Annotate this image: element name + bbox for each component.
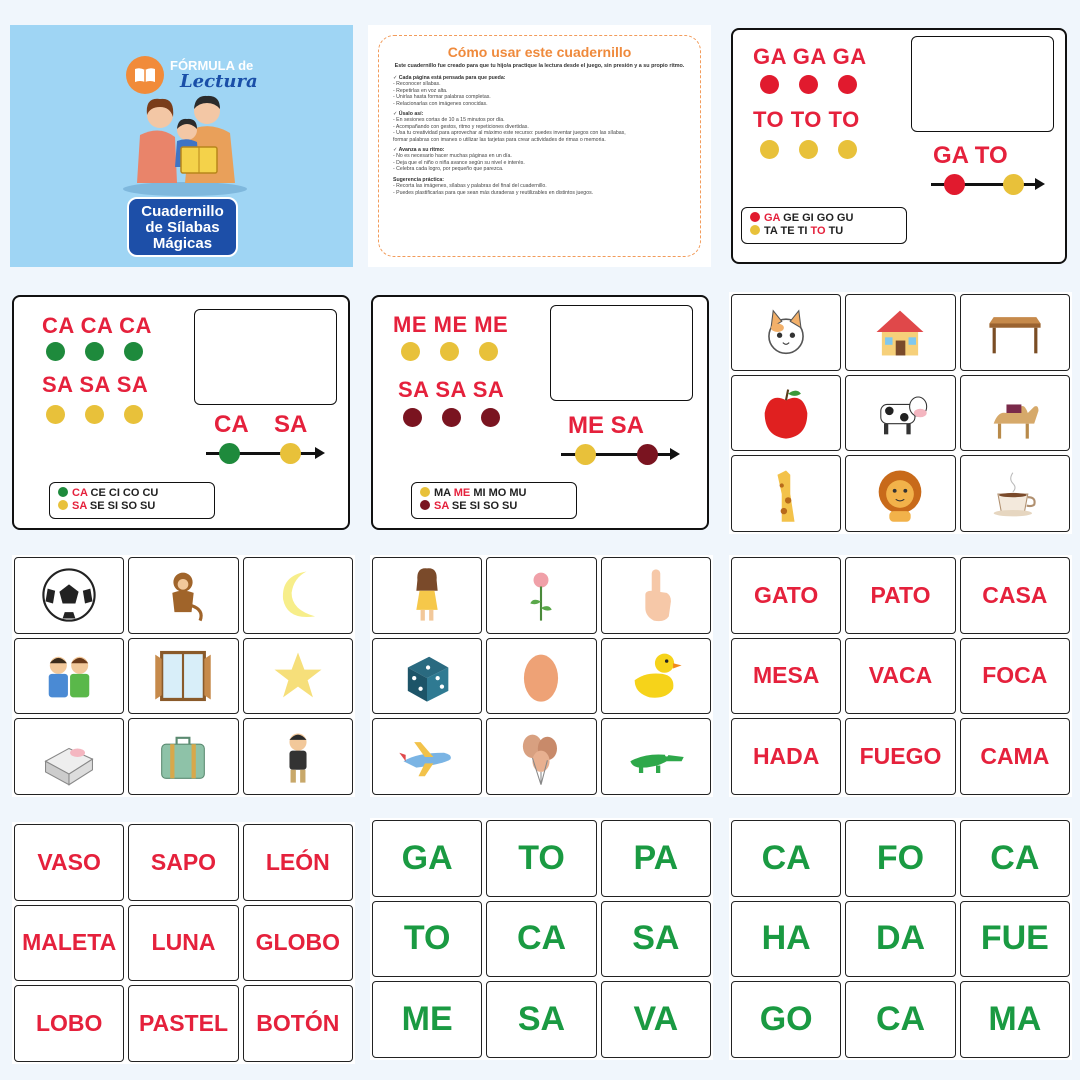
drawing-box[interactable] bbox=[194, 309, 337, 405]
syllable-row-1: GA GA GA bbox=[753, 44, 867, 69]
syllable-legend: MA ME MI MO MU SA SE SI SO SU bbox=[411, 482, 577, 519]
badge-line1: Cuadernillo bbox=[141, 203, 224, 220]
picture-card[interactable] bbox=[845, 294, 955, 371]
dots-row-1 bbox=[760, 75, 857, 94]
crocodile-icon bbox=[624, 725, 688, 789]
word-card[interactable]: SAPO bbox=[128, 824, 238, 901]
instruction-line: - Celebra cada logro, por pequeño que parezca. bbox=[393, 166, 504, 173]
dot-yellow bbox=[1003, 174, 1024, 195]
syllable-card[interactable]: FO bbox=[845, 820, 955, 897]
lion-icon bbox=[868, 462, 932, 526]
picture-card[interactable] bbox=[601, 638, 711, 715]
syllable-card[interactable]: PA bbox=[601, 820, 711, 897]
picture-card[interactable] bbox=[128, 638, 238, 715]
picture-card[interactable] bbox=[960, 375, 1070, 452]
word-card[interactable]: LOBO bbox=[14, 985, 124, 1062]
window-icon bbox=[151, 644, 215, 708]
instruction-line: ✓ Úsalo así: bbox=[393, 111, 424, 118]
picture-card[interactable] bbox=[243, 718, 353, 795]
word-card[interactable]: LUNA bbox=[128, 905, 238, 982]
badge-line2: de Sílabas bbox=[145, 219, 220, 236]
syllable-legend: CA CE CI CO CU SA SE SI SO SU bbox=[49, 482, 215, 519]
cover-title-badge bbox=[127, 197, 238, 257]
dot-maroon bbox=[637, 444, 658, 465]
dot-yellow bbox=[280, 443, 301, 464]
instruction-line: - No es necesario hacer muchas páginas en un día. bbox=[393, 153, 512, 160]
syllable-row-2: SA SA SA bbox=[398, 377, 505, 402]
picture-card[interactable] bbox=[601, 557, 711, 634]
picture-card[interactable] bbox=[14, 638, 124, 715]
instruction-line: - En sesiones cortas de 10 a 15 minutos por día. bbox=[393, 117, 505, 124]
picture-card[interactable] bbox=[845, 375, 955, 452]
syllable-card[interactable]: FUE bbox=[960, 901, 1070, 978]
word-card[interactable]: CAMA bbox=[960, 718, 1070, 795]
monkey-icon bbox=[151, 563, 215, 627]
brand-line2: Lectura bbox=[180, 71, 258, 92]
instruction-line: - Deja que el niño o niña avance según su nivel e interés. bbox=[393, 159, 525, 166]
syllable-card[interactable]: GA bbox=[372, 820, 482, 897]
syllable-card[interactable]: VA bbox=[601, 981, 711, 1058]
word-card[interactable]: FUEGO bbox=[845, 718, 955, 795]
family-reading-icon bbox=[115, 85, 255, 197]
syllable-card[interactable]: CA bbox=[845, 981, 955, 1058]
picture-grid-3 bbox=[370, 555, 713, 797]
badge-line3: Mágicas bbox=[152, 235, 213, 252]
balloons-icon bbox=[509, 725, 573, 789]
instruction-line: Sugerencia práctica: bbox=[393, 176, 445, 183]
instruction-line: - Puedes plastificarlas para que sean más duraderas y reutilizables en distintos juegos. bbox=[393, 189, 594, 196]
syllable-card[interactable]: SA bbox=[486, 981, 596, 1058]
drawing-box[interactable] bbox=[550, 305, 693, 401]
picture-card[interactable] bbox=[601, 718, 711, 795]
syllable-card[interactable]: DA bbox=[845, 901, 955, 978]
instruction-line: - Recorta las imágenes, sílabas y palabras del final del cuadernillo. bbox=[393, 183, 547, 190]
word-card[interactable]: BOTÓN bbox=[243, 985, 353, 1062]
dot-yellow bbox=[575, 444, 596, 465]
moon-icon bbox=[266, 563, 330, 627]
instructions-list bbox=[393, 75, 686, 196]
arrow-right-icon bbox=[670, 448, 680, 460]
picture-card[interactable] bbox=[372, 718, 482, 795]
ball-icon bbox=[37, 563, 101, 627]
finger-icon bbox=[624, 563, 688, 627]
table-icon bbox=[983, 300, 1047, 364]
word-card[interactable]: MESA bbox=[731, 638, 841, 715]
word-card[interactable]: CASA bbox=[960, 557, 1070, 634]
syllable-grid-1 bbox=[370, 818, 713, 1060]
syllable-row-2: SA SA SA bbox=[42, 372, 149, 397]
picture-card[interactable] bbox=[14, 557, 124, 634]
rose-icon bbox=[509, 563, 573, 627]
instruction-line: - Usa tu creatividad para aprovechar al máximo este recurso: puedes inventar juegos con las sílabas, bbox=[393, 130, 626, 137]
dots-row-2 bbox=[46, 405, 143, 424]
giraffe-icon bbox=[754, 462, 818, 526]
coffee-icon bbox=[983, 462, 1047, 526]
egg-icon bbox=[509, 644, 573, 708]
word-card[interactable]: GATO bbox=[731, 557, 841, 634]
arrow-right-icon bbox=[1035, 178, 1045, 190]
word-card[interactable]: VACA bbox=[845, 638, 955, 715]
picture-card[interactable] bbox=[486, 638, 596, 715]
arrow-right-icon bbox=[315, 447, 325, 459]
dots-row-2 bbox=[403, 408, 500, 427]
combined-syllable-2: SA bbox=[274, 411, 308, 438]
picture-card[interactable] bbox=[731, 294, 841, 371]
syllable-card[interactable]: SA bbox=[601, 901, 711, 978]
plane-icon bbox=[395, 725, 459, 789]
picture-card[interactable] bbox=[14, 718, 124, 795]
bed-icon bbox=[37, 725, 101, 789]
picture-card[interactable] bbox=[486, 718, 596, 795]
syllable-card[interactable]: CA bbox=[960, 820, 1070, 897]
suitcase-icon bbox=[151, 725, 215, 789]
syllable-card[interactable]: MA bbox=[960, 981, 1070, 1058]
instruction-line: - Reconocer sílabas. bbox=[393, 81, 441, 88]
instructions-panel bbox=[368, 25, 711, 267]
house-icon bbox=[868, 300, 932, 364]
picture-card[interactable] bbox=[372, 638, 482, 715]
picture-card[interactable] bbox=[243, 557, 353, 634]
dot-green bbox=[219, 443, 240, 464]
word-card[interactable]: HADA bbox=[731, 718, 841, 795]
picture-card[interactable] bbox=[960, 294, 1070, 371]
drawing-box[interactable] bbox=[911, 36, 1054, 132]
word-card[interactable]: PASTEL bbox=[128, 985, 238, 1062]
word-card[interactable]: LEÓN bbox=[243, 824, 353, 901]
word-grid-2 bbox=[12, 822, 355, 1064]
syllable-card-casa bbox=[12, 295, 350, 530]
syllable-row-2: TO TO TO bbox=[753, 107, 860, 132]
syllable-card[interactable]: TO bbox=[486, 820, 596, 897]
picture-card[interactable] bbox=[960, 455, 1070, 532]
picture-card[interactable] bbox=[128, 718, 238, 795]
word-card[interactable]: VASO bbox=[14, 824, 124, 901]
syllable-card[interactable]: TO bbox=[372, 901, 482, 978]
combined-syllable-1: CA bbox=[214, 411, 249, 438]
syllable-card[interactable]: CA bbox=[486, 901, 596, 978]
duck-icon bbox=[624, 644, 688, 708]
picture-card[interactable] bbox=[486, 557, 596, 634]
instruction-line: - Unirlas hasta formar palabras completas. bbox=[393, 94, 491, 101]
dots-row-2 bbox=[760, 140, 857, 159]
cat-icon bbox=[754, 300, 818, 364]
syllable-row-1: ME ME ME bbox=[393, 312, 509, 337]
instruction-line: - Relacionarlas con imágenes conocidas. bbox=[393, 100, 488, 107]
word-grid-1 bbox=[729, 555, 1072, 797]
girl-icon bbox=[395, 563, 459, 627]
syllable-card-gato bbox=[731, 28, 1067, 264]
kids-icon bbox=[37, 644, 101, 708]
instruction-line: - Repetirlas en voz alta. bbox=[393, 87, 448, 94]
syllable-legend: GA GE GI GO GU TA TE TI TO TU bbox=[741, 207, 907, 244]
word-card[interactable]: PATO bbox=[845, 557, 955, 634]
picture-card[interactable] bbox=[372, 557, 482, 634]
syllable-row-1: CA CA CA bbox=[42, 313, 152, 338]
instruction-line: - Acompañando con gestos, ritmo y repeticiones divertidas. bbox=[393, 123, 529, 130]
picture-card[interactable] bbox=[845, 455, 955, 532]
syllable-card[interactable]: HA bbox=[731, 901, 841, 978]
syllable-card-mesa bbox=[371, 295, 709, 530]
cow-icon bbox=[868, 381, 932, 445]
syllable-card[interactable]: ME bbox=[372, 981, 482, 1058]
apple-icon bbox=[754, 381, 818, 445]
syllable-card[interactable]: CA bbox=[731, 820, 841, 897]
picture-card[interactable] bbox=[128, 557, 238, 634]
star-icon bbox=[266, 644, 330, 708]
cover-panel bbox=[10, 25, 353, 267]
syllable-grid-2 bbox=[729, 818, 1072, 1060]
dots-row-1 bbox=[46, 342, 143, 361]
dots-row-1 bbox=[401, 342, 498, 361]
picture-card[interactable] bbox=[731, 375, 841, 452]
dot-red bbox=[944, 174, 965, 195]
word-card[interactable]: MALETA bbox=[14, 905, 124, 982]
camel-icon bbox=[983, 381, 1047, 445]
word-card[interactable]: FOCA bbox=[960, 638, 1070, 715]
combined-word: ME SA bbox=[568, 412, 645, 439]
instruction-line: formar palabras con imanes o utilizar las tarjetas para crear actividades de rimas o memoria. bbox=[393, 136, 606, 143]
instruction-line: ✓ Cada página está pensada para que pueda: bbox=[393, 75, 506, 81]
instruction-line: ✓ Avanza a su ritmo: bbox=[393, 147, 445, 154]
boy-icon bbox=[266, 725, 330, 789]
instructions-subtitle: Este cuadernillo fue creado para que tu hijo/a practique la lectura desde el juego, sin presión y a su propio ritmo. bbox=[394, 63, 685, 69]
picture-grid-2 bbox=[12, 555, 355, 797]
brand-line1: FÓRMULA de bbox=[170, 58, 254, 73]
word-card[interactable]: GLOBO bbox=[243, 905, 353, 982]
combined-word: GA TO bbox=[933, 142, 1008, 169]
picture-card[interactable] bbox=[243, 638, 353, 715]
instructions-title: Cómo usar este cuadernillo bbox=[447, 44, 632, 60]
picture-grid-1 bbox=[729, 292, 1072, 534]
picture-card[interactable] bbox=[731, 455, 841, 532]
dice-icon bbox=[395, 644, 459, 708]
syllable-card[interactable]: GO bbox=[731, 981, 841, 1058]
